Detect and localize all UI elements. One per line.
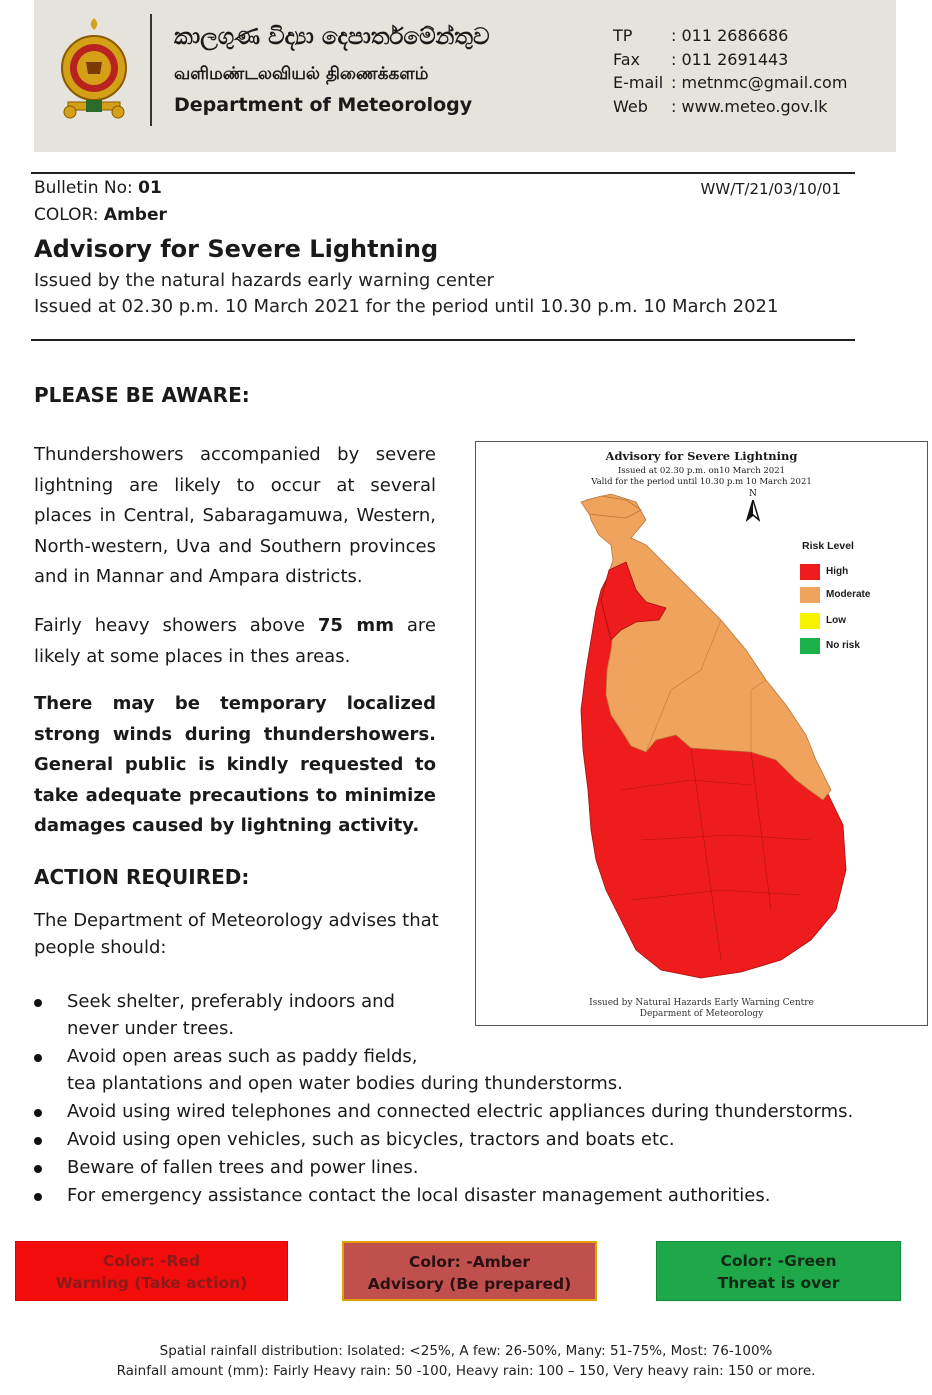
contact-row bbox=[613, 71, 847, 95]
contact-block bbox=[613, 24, 847, 118]
footer-rainfall-amount: Rainfall amount (mm): Fairly Heavy rain: 50 -100, Heavy rain: 100 – 150, Very heavy rain: 150 or more. bbox=[116, 1363, 816, 1379]
list-item bbox=[34, 1098, 894, 1125]
list-item-text: Seek shelter, preferably indoors and never under trees. bbox=[67, 991, 395, 1039]
action-list bbox=[34, 988, 894, 1210]
legend-swatch bbox=[800, 587, 820, 603]
header-divider bbox=[150, 14, 152, 126]
bullet-icon bbox=[34, 1165, 42, 1173]
aware-p2-text: are likely at some places in thes areas. bbox=[34, 615, 436, 667]
list-item bbox=[34, 1126, 894, 1153]
legend-item-no-risk bbox=[800, 638, 910, 656]
north-label: N bbox=[749, 489, 757, 499]
bullet-icon bbox=[34, 1109, 42, 1117]
color-code-red-meaning: Warning (Take action) bbox=[55, 1274, 248, 1292]
dept-name-english: Department of Meteorology bbox=[174, 94, 473, 116]
bullet-icon bbox=[34, 999, 42, 1007]
action-heading: ACTION REQUIRED: bbox=[34, 865, 250, 889]
list-item bbox=[34, 1154, 894, 1181]
contact-key: Fax bbox=[613, 49, 641, 69]
bullet-icon bbox=[34, 1193, 42, 1201]
aware-heading: PLEASE BE AWARE: bbox=[34, 383, 250, 407]
footer-rainfall-distribution: Spatial rainfall distribution: Isolated: <25%, A few: 26-50%, Many: 51-75%, Most: 76-100% bbox=[159, 1343, 773, 1359]
map-footer-issuer: Issued by Natural Hazards Early Warning Centre bbox=[589, 998, 814, 1008]
color-code-green-meaning: Threat is over bbox=[717, 1274, 840, 1292]
map-title: Advisory for Severe Lightning bbox=[605, 449, 798, 463]
list-item bbox=[34, 1043, 894, 1097]
legend-swatch bbox=[800, 638, 820, 654]
aware-p2-text: Fairly heavy showers above bbox=[34, 615, 318, 636]
list-item-text: Beware of fallen trees and power lines. bbox=[67, 1157, 419, 1178]
bulletin-number-label: Bulletin No: bbox=[34, 178, 139, 198]
sri-lanka-emblem-icon bbox=[56, 14, 132, 122]
contact-value: : 011 2686686 bbox=[671, 26, 789, 45]
legend-label: High bbox=[826, 566, 849, 577]
action-intro: The Department of Meteorology advises that people should: bbox=[34, 910, 439, 958]
legend-label: Low bbox=[826, 615, 846, 626]
legend-label: No risk bbox=[826, 640, 860, 651]
aware-paragraph-3: There may be temporary localized strong winds during thundershowers. General public is kindly requested to take adequate precautions to minimize damages caused by lightning activity. bbox=[34, 693, 436, 836]
bulletin-color-label: COLOR: bbox=[34, 205, 104, 225]
issued-by: Issued by the natural hazards early warning center bbox=[34, 270, 494, 291]
divider-top bbox=[31, 172, 855, 174]
contact-key: E-mail bbox=[613, 73, 664, 92]
bulletin-color-value: Amber bbox=[103, 205, 167, 225]
map-valid-line: Valid for the period until 10.30 p.m 10 March 2021 bbox=[591, 477, 812, 487]
color-code-amber-meaning: Advisory (Be prepared) bbox=[367, 1275, 572, 1293]
color-code-green-name: Color: -Green bbox=[720, 1252, 837, 1270]
bulletin-number bbox=[34, 178, 162, 198]
aware-paragraph-2 bbox=[34, 611, 436, 672]
legend-item-low bbox=[800, 613, 910, 631]
bulletin-color bbox=[34, 205, 167, 225]
contact-key: TP bbox=[613, 26, 633, 45]
color-code-green bbox=[656, 1241, 901, 1301]
bullet-icon bbox=[34, 1054, 42, 1062]
page-title: Advisory for Severe Lightning bbox=[34, 235, 439, 263]
contact-value[interactable]: : www.meteo.gov.lk bbox=[671, 96, 828, 116]
dept-name-sinhala: කාලගුණ විද්‍යා දෙපාර්තමේන්තුව bbox=[174, 24, 490, 50]
legend-swatch bbox=[800, 564, 820, 580]
dept-name-tamil: வளிமண்டலவியல் திணைக்களம் bbox=[174, 64, 429, 84]
issued-at: Issued at 02.30 p.m. 10 March 2021 for the period until 10.30 p.m. 10 March 2021 bbox=[34, 296, 779, 317]
color-code-red-name: Color: -Red bbox=[102, 1252, 201, 1270]
color-code-red bbox=[15, 1241, 288, 1301]
map-issued-line: Issued at 02.30 p.m. on10 March 2021 bbox=[617, 466, 786, 476]
list-item-text: Avoid using wired telephones and connected electric appliances during thunderstorms. bbox=[67, 1101, 854, 1122]
contact-row bbox=[613, 24, 847, 48]
map-footer-dept: Deparment of Meteorology bbox=[639, 1009, 764, 1019]
color-code-amber-name: Color: -Amber bbox=[408, 1253, 531, 1271]
list-item bbox=[34, 1182, 894, 1209]
contact-row bbox=[613, 95, 847, 119]
bulletin-reference: WW/T/21/03/10/01 bbox=[700, 180, 841, 198]
legend-label: Moderate bbox=[826, 589, 871, 600]
color-code-amber bbox=[342, 1241, 597, 1301]
divider-bottom bbox=[31, 339, 855, 341]
list-item-text: Avoid open areas such as paddy fields, tea plantations and open water bodies during thunderstorms. bbox=[67, 1046, 623, 1094]
legend-item-moderate bbox=[800, 587, 910, 605]
bullet-icon bbox=[34, 1137, 42, 1145]
contact-row bbox=[613, 48, 847, 72]
contact-key: Web bbox=[613, 96, 648, 116]
aware-p2-rainfall: 75 mm bbox=[317, 615, 394, 636]
legend-swatch bbox=[800, 613, 820, 629]
risk-map bbox=[475, 441, 928, 1026]
aware-paragraph-1: Thundershowers accompanied by severe lightning are likely to occur at several places in Central, Sabaragamuwa, Western, North-western, Uva and Southern provinces and in Mannar and Ampara districts. bbox=[34, 444, 436, 587]
list-item-text: For emergency assistance contact the local disaster management authorities. bbox=[67, 1185, 771, 1206]
list-item-text: Avoid using open vehicles, such as bicycles, tractors and boats etc. bbox=[67, 1129, 675, 1150]
letterhead bbox=[34, 0, 896, 152]
contact-value[interactable]: : metnmc@gmail.com bbox=[671, 73, 848, 92]
legend-title: Risk Level bbox=[802, 540, 854, 552]
legend-item-high bbox=[800, 564, 910, 582]
contact-value: : 011 2691443 bbox=[671, 49, 789, 69]
list-item bbox=[34, 988, 894, 1042]
bulletin-number-value: 01 bbox=[138, 178, 162, 198]
